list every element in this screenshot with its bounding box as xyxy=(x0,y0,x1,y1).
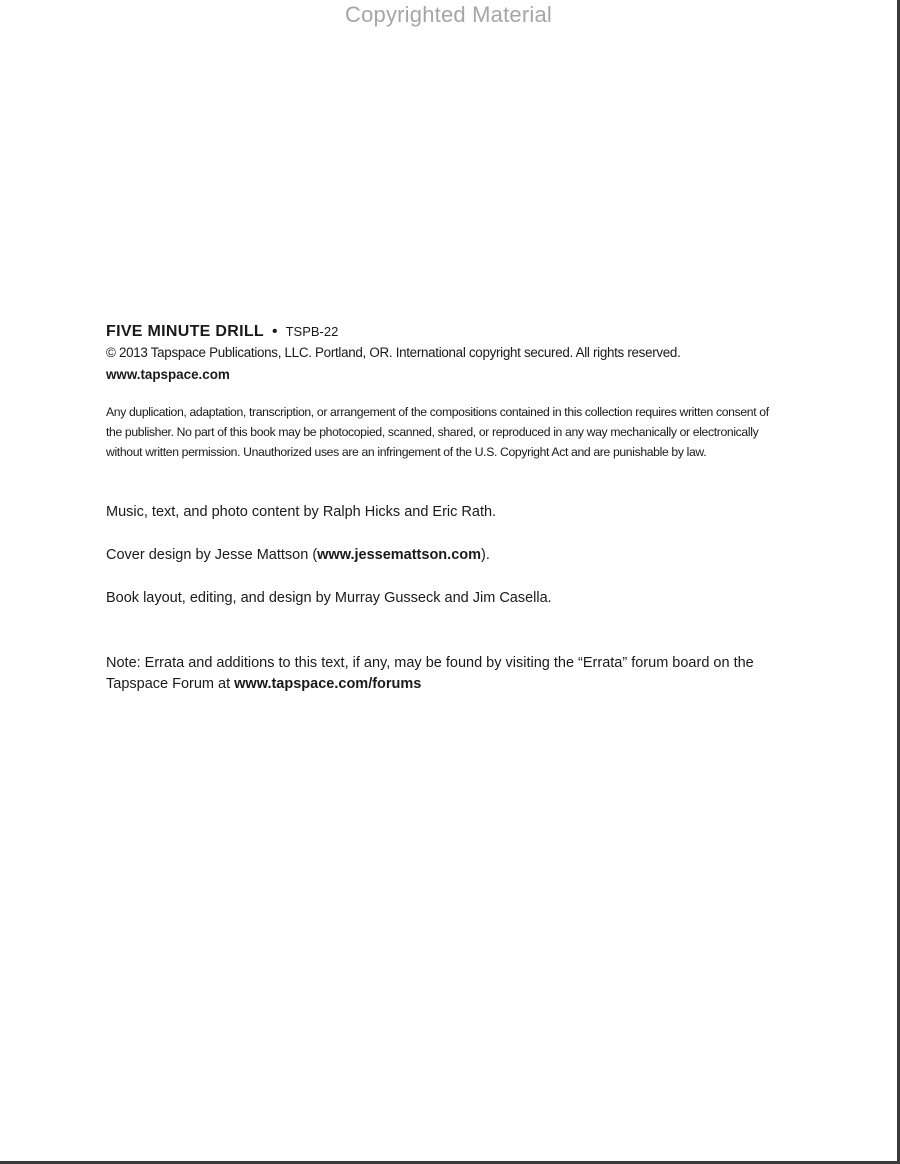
cover-credit-suffix: ). xyxy=(481,547,490,563)
copyright-page-content xyxy=(106,321,786,695)
book-title-line xyxy=(106,321,786,342)
errata-note xyxy=(106,653,786,695)
book-title: FIVE MINUTE DRILL xyxy=(106,323,264,340)
watermark: Copyrighted Material xyxy=(345,2,552,27)
content-credit: Music, text, and photo content by Ralph Hicks and Eric Rath. xyxy=(106,504,497,520)
catalog-code: TSPB-22 xyxy=(285,324,339,339)
errata-note-text: Note: Errata and additions to this text, if any, may be found by visiting the “Errata” forum board on the Tapspace Forum at xyxy=(106,655,754,692)
publisher-website: www.tapspace.com xyxy=(106,367,230,382)
layout-credit: Book layout, editing, and design by Murray Gusseck and Jim Casella. xyxy=(106,590,552,606)
title-separator: • xyxy=(272,323,278,340)
cover-credit xyxy=(106,545,786,566)
forum-link: www.tapspace.com/forums xyxy=(234,676,422,692)
copyright-statement: © 2013 Tapspace Publications, LLC. Portland, OR. International copyright secured. All rights reserved. xyxy=(106,345,681,360)
cover-credit-prefix: Cover design by Jesse Mattson ( xyxy=(106,547,318,563)
legal-notice: Any duplication, adaptation, transcription, or arrangement of the compositions contained in this collection requires written consent of the publisher. No part of this book may be photocopied, scanned, shared, or reproduced in any way mechanically or electronically without written permission. Unauthorized uses are an infringement of the U.S. Copyright Act and are punishable by law. xyxy=(106,405,769,459)
cover-designer-website: www.jessemattson.com xyxy=(317,547,482,563)
